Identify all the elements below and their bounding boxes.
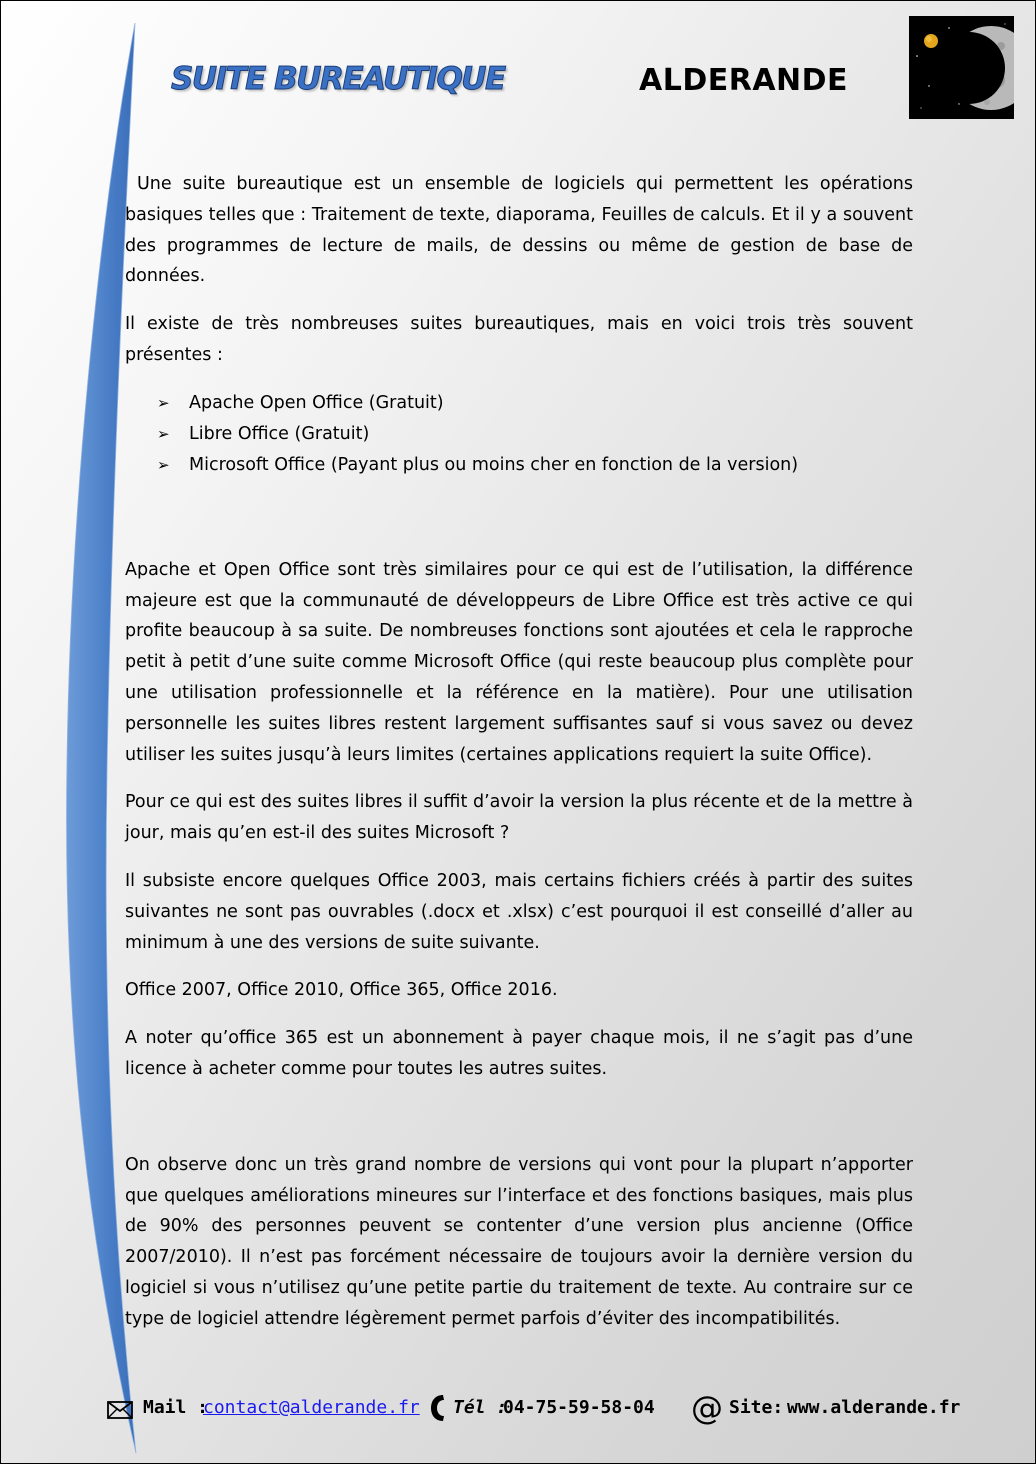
list-item-text: Apache Open Office (Gratuit) [189,392,444,413]
suites-list [125,388,913,481]
email-link[interactable]: contact@alderande.fr [203,1397,420,1418]
list-item [157,419,913,450]
paragraph-conclusion: On observe donc un très grand nombre de versions qui vont pour la plupart n’apporter que quelques améliorations mineures sur l’interface et des fonctions basiques, mais plus de 90% des personnes peuvent se contenter d’une version plus ancienne (Office 2007/2010). Il n’est pas forcément nécessaire de toujours avoir la dernière version du logiciel si vous n’utilisez qu’une petite partie du traitement de texte. Au contraire sur ce type de logiciel attendre légèrement permet parfois d’éviter des incompatibilités. [125,1154,913,1329]
list-item-text: Libre Office (Gratuit) [189,423,370,444]
paragraph-office-2003: Il subsiste encore quelques Office 2003, mais certains fichiers créés à partir des suites suivantes ne sont pas ouvrables (.docx et .xlsx) c’est pourquoi il est conseillé d’aller au minimum à une des versions de suite suivante. [125,870,913,953]
paragraph-office-365: A noter qu’office 365 est un abonnement à payer chaque mois, il ne s’agit pas d’une licence à acheter comme pour toutes les autres suites. [125,1028,913,1079]
at-icon: @ [691,1389,723,1427]
list-item [157,388,913,419]
envelope-icon [107,1401,133,1419]
paragraph-suites-intro: Il existe de très nombreuses suites bureautiques, mais en voici trois très souvent présentes : [125,314,913,365]
phone-icon [429,1393,447,1423]
paragraph-versions: Office 2007, Office 2010, Office 365, Office 2016. [125,980,558,1001]
tel-label: Tél : [453,1397,508,1418]
phone-number: 04-75-59-58-04 [503,1397,655,1418]
arrow-bullet-icon: ➢ [157,424,170,443]
website-url: www.alderande.fr [787,1397,961,1418]
paragraph-comparison: Apache et Open Office sont très similaires pour ce qui est de l’utilisation, la différence majeure est que la communauté de développeurs de Libre Office est très active ce qui profite beaucoup à sa suite. De nombreuses fonctions sont ajoutées et cela le rapproche petit à petit d’une suite comme Microsoft Office (qui reste beaucoup plus complète pour une utilisation professionnelle et la référence en la matière). Pour une utilisation personnelle les suites libres restent largement suffisantes sauf si vous savez ou devez utiliser les suites jusqu’à leurs limites (certaines applications requiert la suite Office). [125,559,913,765]
mail-label: Mail : [143,1397,209,1418]
brand-name: ALDERANDE [639,63,849,98]
paragraph-updates: Pour ce qui est des suites libres il suffit d’avoir la version la plus récente et de la mettre à jour, mais qu’en est-il des suites Microsoft ? [125,792,913,844]
site-label: Site: [729,1397,784,1418]
main-content [125,169,913,1352]
list-item [157,450,913,481]
document-title: SUITE BUREAUTIQUE [171,61,505,97]
arrow-bullet-icon: ➢ [157,393,170,412]
list-item-text: Microsoft Office (Payant plus ou moins cher en fonction de la version) [189,454,799,475]
moon-logo [909,16,1014,119]
contact-footer [107,1389,987,1427]
arrow-bullet-icon: ➢ [157,455,170,474]
paragraph-intro: Une suite bureautique est un ensemble de logiciels qui permettent les opérations basiques telles que : Traitement de texte, diaporama, Feuilles de calculs. Et il y a souvent des programmes de lecture de mails, de dessins ou même de gestion de base de données. [125,174,913,287]
